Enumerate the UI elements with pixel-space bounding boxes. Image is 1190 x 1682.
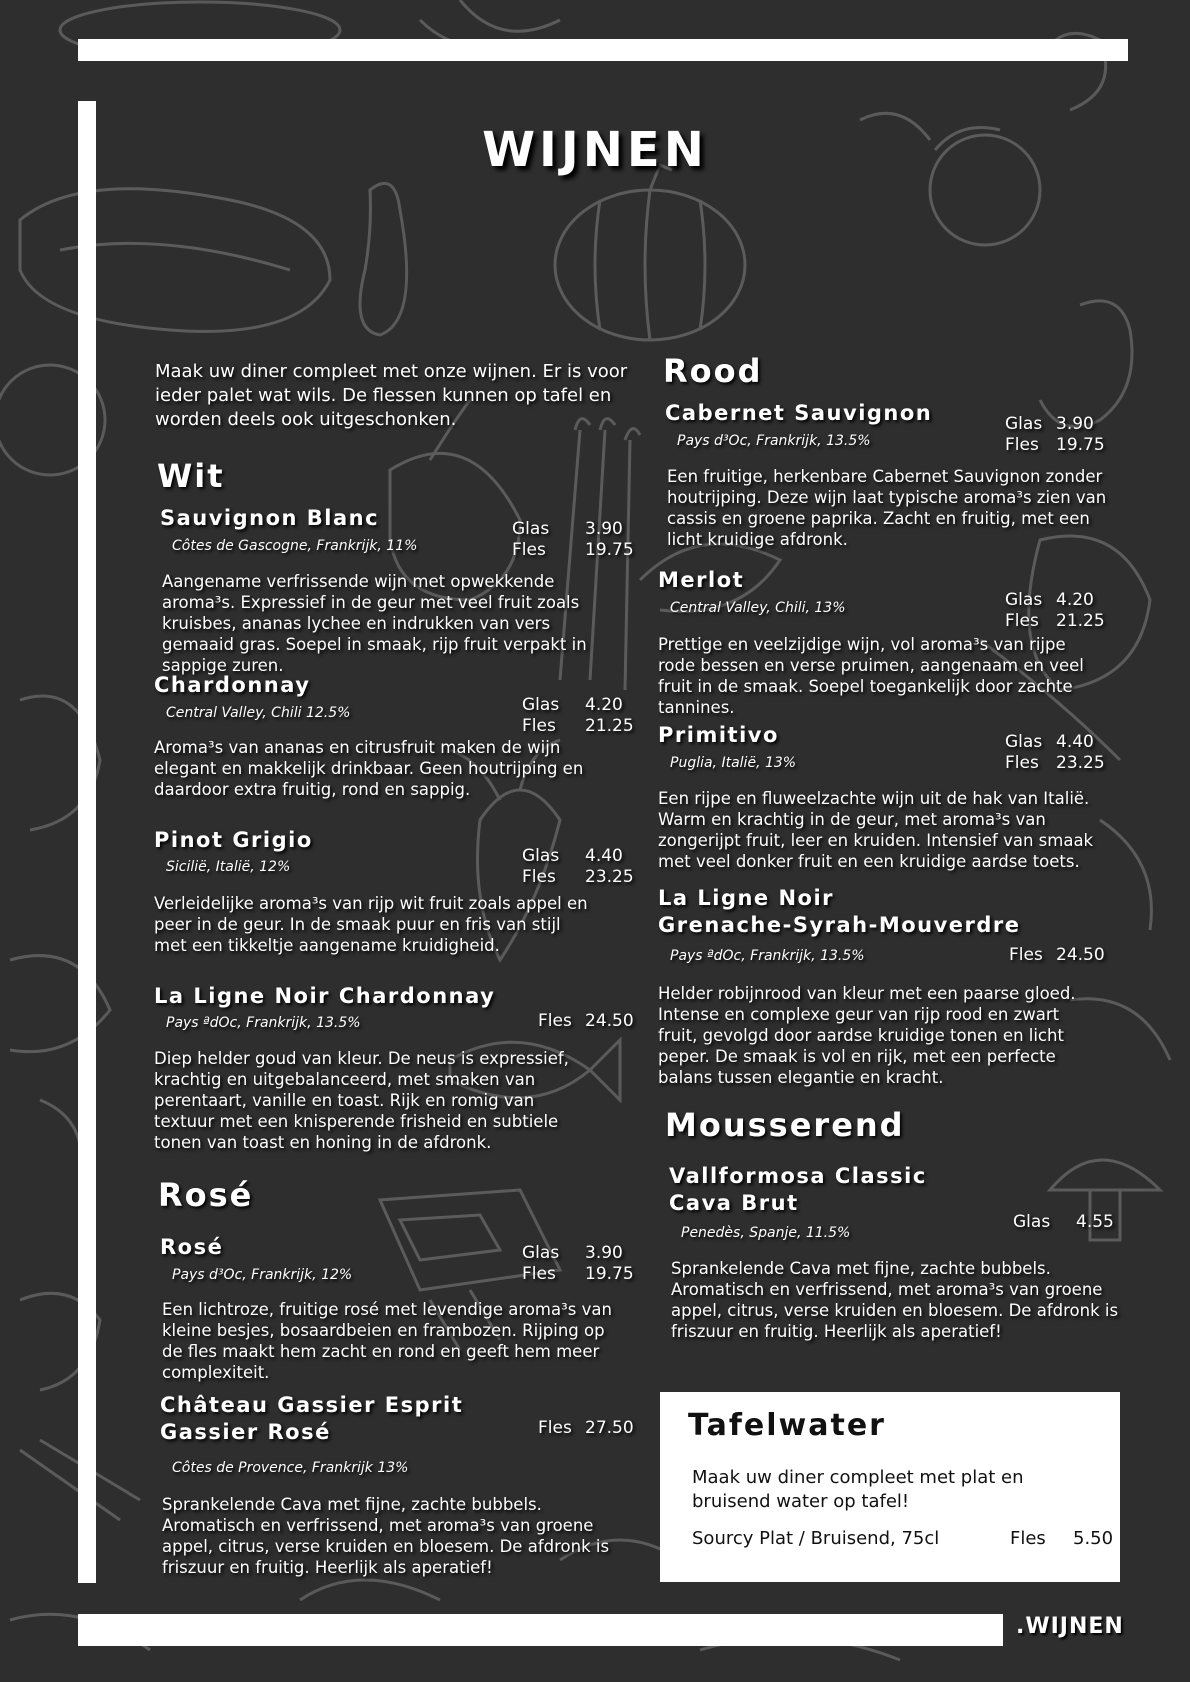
glas-price: 4.40 (1056, 732, 1094, 752)
wine-description (658, 788, 1093, 872)
tafelwater-box (660, 1392, 1120, 1582)
fles-price: 21.25 (585, 716, 634, 736)
glas-label: Glas (512, 519, 550, 539)
wine-description (162, 571, 587, 676)
wine-origin: Pays ªdOc, Frankrijk, 13.5% (166, 1015, 361, 1031)
fles-price: 24.50 (1056, 945, 1105, 965)
intro-line: Maak uw diner compleet met onze wijnen. Er is voor (155, 361, 628, 382)
wine-origin: Côtes de Provence, Frankrijk 13% (172, 1460, 409, 1476)
desc-line: Aromatisch en verfrissend, met aroma³s van groene (162, 1516, 594, 1535)
desc-line: balans tussen elegantie en kracht. (658, 1068, 944, 1087)
desc-line: Intense en complexe geur van rijp rood en zwart (658, 1005, 1060, 1024)
desc-line: krachtig en uitgebalanceerd, met smaken van (154, 1070, 536, 1089)
wine-description (154, 1048, 569, 1153)
wine-origin: Central Valley, Chili 12.5% (166, 705, 351, 721)
glas-label: Glas (522, 1243, 560, 1263)
desc-line: zongerijpt fruit, leer en kruiden. Intensief van smaak (658, 831, 1094, 850)
desc-line: elegant en makkelijk drinkbaar. Geen houtrijping en (154, 759, 584, 778)
desc-line: Warm en krachtig in de geur, met aroma³s van (658, 810, 1046, 829)
wine-description (667, 466, 1106, 550)
desc-line: perentaart, vanille en toast. Rijk en romig van (154, 1091, 535, 1110)
desc-line: Aangename verfrissende wijn met opwekkende (162, 572, 555, 591)
desc-line: peper. De smaak is vol en rijk, met een perfecte (658, 1047, 1056, 1066)
intro-line: worden deels ook uitgeschonken. (155, 409, 457, 430)
intro-line: ieder palet wat wils. De flessen kunnen op tafel en (155, 385, 612, 406)
glas-price: 3.90 (585, 1243, 623, 1263)
wine-name-line: Vallformosa Classic (669, 1164, 927, 1188)
top-frame-bar (78, 39, 1128, 61)
left-frame-bar (78, 101, 96, 1583)
wine-origin: Penedès, Spanje, 11.5% (681, 1225, 851, 1241)
desc-line: fruit in de smaak. Soepel toegankelijk door zachte (658, 677, 1073, 696)
wine-name (669, 1163, 927, 1217)
desc-line: textuur met een knisperende frisheid en subtiele (154, 1112, 559, 1131)
fles-label: Fles (1005, 753, 1039, 773)
wine-name (658, 885, 1021, 939)
tafelwater-title: Tafelwater (688, 1408, 886, 1443)
section-title-rose: Rosé (158, 1176, 254, 1214)
wine-name: La Ligne Noir Chardonnay (154, 984, 496, 1008)
page-title: WIJNEN (482, 122, 708, 178)
wine-description (658, 983, 1076, 1088)
desc-line: Sprankelende Cava met fijne, zachte bubbels. (671, 1259, 1051, 1278)
fles-price: 27.50 (585, 1418, 634, 1438)
glas-price: 4.55 (1076, 1212, 1114, 1232)
fles-label: Fles (538, 1011, 572, 1031)
wine-name: Rosé (160, 1235, 224, 1259)
fles-label: Fles (522, 716, 556, 736)
wine-origin: Puglia, Italië, 13% (670, 755, 797, 771)
desc-line: cassis en groene paprika. Zacht en fruitig, met een (667, 509, 1090, 528)
wine-origin: Pays ªdOc, Frankrijk, 13.5% (670, 948, 865, 964)
desc-line: kleine besjes, bosaardbeien en frambozen. Rijping op (162, 1321, 605, 1340)
desc-line: Aromatisch en verfrissend, met aroma³s van groene (671, 1280, 1103, 1299)
fles-price: 19.75 (585, 1264, 634, 1284)
desc-line: fruit, gevolgd door aardse kruidige tonen en licht (658, 1026, 1064, 1045)
wine-name: Chardonnay (154, 673, 311, 697)
wine-description (162, 1299, 612, 1383)
tafelwater-fles-label: Fles (1010, 1528, 1046, 1549)
section-title-mousserend: Mousserend (665, 1106, 905, 1144)
fles-label: Fles (522, 867, 556, 887)
wine-description (154, 893, 588, 956)
desc-line: Sprankelende Cava met fijne, zachte bubbels. (162, 1495, 542, 1514)
glas-label: Glas (1013, 1212, 1051, 1232)
desc-line: met een tikkeltje aangename kruidigheid. (154, 936, 500, 955)
glas-label: Glas (1005, 414, 1043, 434)
fles-label: Fles (512, 540, 546, 560)
desc-line: Aroma³s van ananas en citrusfruit maken de wijn (154, 738, 561, 757)
tafelwater-item: Sourcy Plat / Bruisend, 75cl (692, 1528, 940, 1549)
desc-line: friszuur en fruitig. Heerlijk als aperatief! (162, 1558, 493, 1577)
fles-price: 23.25 (585, 867, 634, 887)
tafelwater-price: 5.50 (1073, 1528, 1114, 1549)
tafelwater-text-line: Maak uw diner compleet met plat en (692, 1467, 1024, 1488)
tafelwater-text-line: bruisend water op tafel! (692, 1491, 910, 1512)
tafelwater-text (692, 1466, 1024, 1514)
glas-label: Glas (522, 846, 560, 866)
desc-line: rode bessen en verse pruimen, aangenaam en veel (658, 656, 1084, 675)
desc-line: Een lichtroze, fruitige rosé met levendige aroma³s van (162, 1300, 612, 1319)
desc-line: daardoor extra fruitig, rond en sappig. (154, 780, 471, 799)
glas-price: 3.90 (585, 519, 623, 539)
glas-price: 4.40 (585, 846, 623, 866)
fles-price: 19.75 (1056, 435, 1105, 455)
fles-price: 21.25 (1056, 611, 1105, 631)
desc-line: kruisbes, ananas lychee en indrukken van vers (162, 614, 551, 633)
wine-name-line: Gassier Rosé (160, 1420, 331, 1444)
desc-line: tonen van toast en honing in de afdronk. (154, 1133, 492, 1152)
fles-price: 23.25 (1056, 753, 1105, 773)
desc-line: houtrijping. Deze wijn laat typische aroma³s zien van (667, 488, 1107, 507)
wine-origin: Central Valley, Chili, 13% (670, 600, 846, 616)
glas-label: Glas (1005, 732, 1043, 752)
desc-line: de fles maakt hem zacht en rond en geeft hem meer (162, 1342, 600, 1361)
wine-name (160, 1392, 463, 1446)
fles-price: 19.75 (585, 540, 634, 560)
wine-origin: Pays d³Oc, Frankrijk, 13.5% (677, 433, 871, 449)
wine-name-line: Cava Brut (669, 1191, 799, 1215)
wine-name: Sauvignon Blanc (160, 506, 380, 530)
footer-label: .WIJNEN (1016, 1614, 1124, 1639)
fles-label: Fles (1005, 435, 1039, 455)
glas-label: Glas (522, 695, 560, 715)
wine-name-line: Grenache-Syrah-Mouverdre (658, 913, 1021, 937)
wine-description (162, 1494, 609, 1578)
wine-name: Pinot Grigio (154, 828, 313, 852)
desc-line: gemaaid gras. Soepel in smaak, rijp fruit verpakt in (162, 635, 587, 654)
wine-name-line: La Ligne Noir (658, 886, 835, 910)
desc-line: complexiteit. (162, 1363, 270, 1382)
desc-line: aroma³s. Expressief in de geur met veel fruit zoals (162, 593, 580, 612)
glas-label: Glas (1005, 590, 1043, 610)
fles-label: Fles (1009, 945, 1043, 965)
wine-description (658, 634, 1084, 718)
desc-line: Prettige en veelzijdige wijn, vol aroma³s van rijpe (658, 635, 1066, 654)
wine-origin: Côtes de Gascogne, Frankrijk, 11% (172, 538, 418, 554)
desc-line: appel, citrus, verse kruiden en bloesem. De afdronk is (162, 1537, 610, 1556)
bottom-frame-bar (78, 1614, 1003, 1646)
wine-name-line: Château Gassier Esprit (160, 1393, 464, 1417)
section-title-wit: Wit (157, 457, 225, 495)
desc-line: sappige zuren. (162, 656, 284, 675)
wine-description (154, 737, 583, 800)
fles-price: 24.50 (585, 1011, 634, 1031)
fles-label: Fles (538, 1418, 572, 1438)
desc-line: Een rijpe en fluweelzachte wijn uit de hak van Italië. (658, 789, 1090, 808)
desc-line: licht kruidige afdronk. (667, 530, 848, 549)
desc-line: Een fruitige, herkenbare Cabernet Sauvignon zonder (667, 467, 1103, 486)
fles-label: Fles (1005, 611, 1039, 631)
wine-name: Merlot (658, 568, 745, 592)
glas-price: 4.20 (1056, 590, 1094, 610)
fles-label: Fles (522, 1264, 556, 1284)
intro-text (155, 360, 627, 432)
wine-name: Primitivo (658, 723, 779, 747)
desc-line: Diep helder goud van kleur. De neus is expressief, (154, 1049, 569, 1068)
section-title-rood: Rood (663, 352, 763, 390)
desc-line: friszuur en fruitig. Heerlijk als aperatief! (671, 1322, 1002, 1341)
wine-origin: Pays d³Oc, Frankrijk, 12% (172, 1267, 353, 1283)
glas-price: 3.90 (1056, 414, 1094, 434)
desc-line: tannines. (658, 698, 735, 717)
glas-price: 4.20 (585, 695, 623, 715)
desc-line: Verleidelijke aroma³s van rijp wit fruit zoals appel en (154, 894, 588, 913)
wine-description (671, 1258, 1118, 1342)
desc-line: met veel donker fruit en een kruidige aardse toets. (658, 852, 1080, 871)
desc-line: Helder robijnrood van kleur met een paarse gloed. (658, 984, 1076, 1003)
desc-line: peer in de geur. In de smaak puur en fris van stijl (154, 915, 561, 934)
wine-name: Cabernet Sauvignon (665, 401, 933, 425)
wine-origin: Sicilië, Italië, 12% (166, 859, 291, 875)
desc-line: appel, citrus, verse kruiden en bloesem. De afdronk is (671, 1301, 1119, 1320)
